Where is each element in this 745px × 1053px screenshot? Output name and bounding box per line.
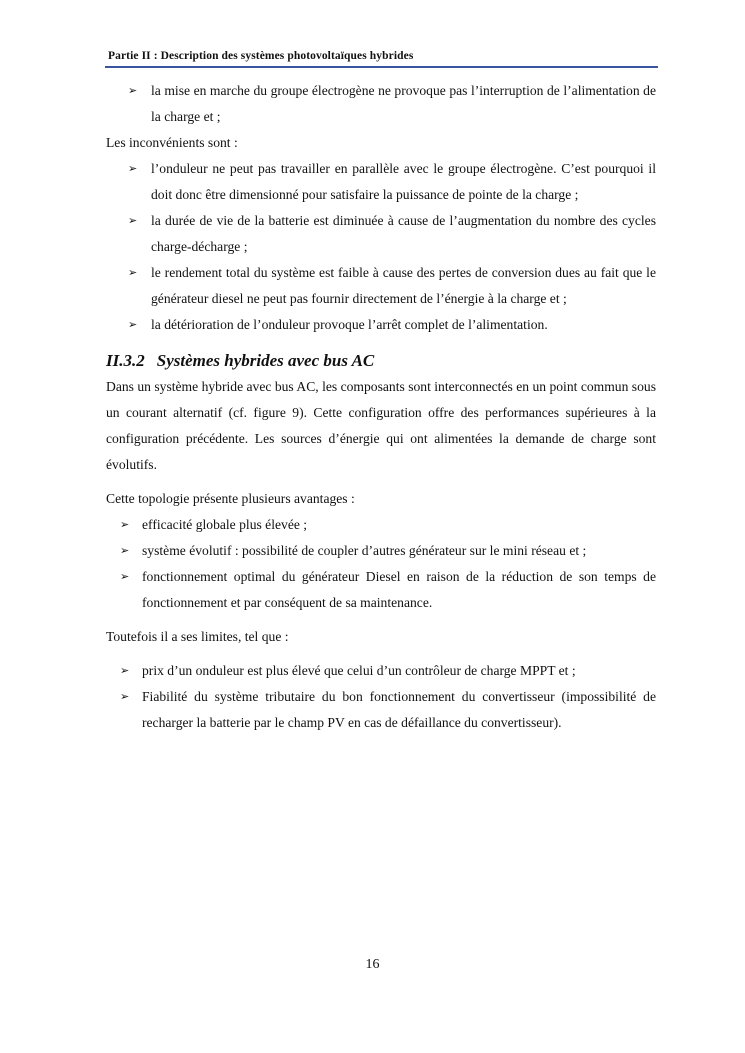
section-paragraph: Dans un système hybride avec bus AC, les composants sont interconnectés en un point commun sous un courant alternatif (cf. figure 9). Cette configuration offre des performances supérieures à la configuration précédente. Les sources d’énergie qui ont alimentées la demande de charge sont évolutifs. (106, 379, 656, 472)
arrow-bullet-icon: ➢ (128, 85, 138, 97)
disadvantages-list (106, 156, 656, 338)
section-number: II.3.2 (106, 351, 145, 370)
list-item: ➢ efficacité globale plus élevée ; (106, 512, 656, 538)
disadvantages-intro: Les inconvénients sont : (106, 135, 238, 150)
arrow-bullet-icon: ➢ (128, 163, 138, 175)
limits-intro: Toutefois il a ses limites, tel que : (106, 629, 289, 644)
list-item: ➢ système évolutif : possibilité de coupler d’autres générateur sur le mini réseau et ; (106, 538, 656, 564)
continued-list (106, 78, 656, 130)
arrow-bullet-icon: ➢ (120, 571, 130, 583)
section-heading (106, 348, 656, 374)
arrow-bullet-icon: ➢ (128, 267, 138, 279)
list-item: ➢ la mise en marche du groupe électrogène ne provoque pas l’interruption de l’alimentation de la charge et ; (106, 78, 656, 130)
list-item: ➢ la détérioration de l’onduleur provoque l’arrêt complet de l’alimentation. (106, 312, 656, 338)
advantages-intro: Cette topologie présente plusieurs avantages : (106, 491, 355, 506)
arrow-bullet-icon: ➢ (128, 215, 138, 227)
list-item: ➢ l’onduleur ne peut pas travailler en parallèle avec le groupe électrogène. C’est pourquoi il doit donc être dimensionné pour satisfaire la puissance de pointe de la charge ; (106, 156, 656, 208)
arrow-bullet-icon: ➢ (120, 519, 130, 531)
list-item: ➢ le rendement total du système est faible à cause des pertes de conversion dues au fait que le générateur diesel ne peut pas fournir directement de l’énergie à la charge et ; (106, 260, 656, 312)
arrow-bullet-icon: ➢ (128, 319, 138, 331)
section-title: Systèmes hybrides avec bus AC (156, 351, 375, 370)
list-item: ➢ fonctionnement optimal du générateur Diesel en raison de la réduction de son temps de fonctionnement et par conséquent de sa maintenance. (106, 564, 656, 616)
list-item: ➢ la durée de vie de la batterie est diminuée à cause de l’augmentation du nombre des cycles charge-décharge ; (106, 208, 656, 260)
list-item: ➢ Fiabilité du système tributaire du bon fonctionnement du convertisseur (impossibilité de recharger la batterie par le champ PV en cas de défaillance du convertisseur). (106, 684, 656, 736)
limits-list (106, 658, 656, 736)
arrow-bullet-icon: ➢ (120, 691, 130, 703)
arrow-bullet-icon: ➢ (120, 665, 130, 677)
page-content (106, 78, 656, 736)
list-item: ➢ prix d’un onduleur est plus élevé que celui d’un contrôleur de charge MPPT et ; (106, 658, 656, 684)
page-header: Partie II : Description des systèmes photovoltaïques hybrides (108, 50, 414, 62)
page-number: 16 (365, 957, 380, 972)
arrow-bullet-icon: ➢ (120, 545, 130, 557)
advantages-list (106, 512, 656, 616)
header-rule (105, 66, 658, 68)
